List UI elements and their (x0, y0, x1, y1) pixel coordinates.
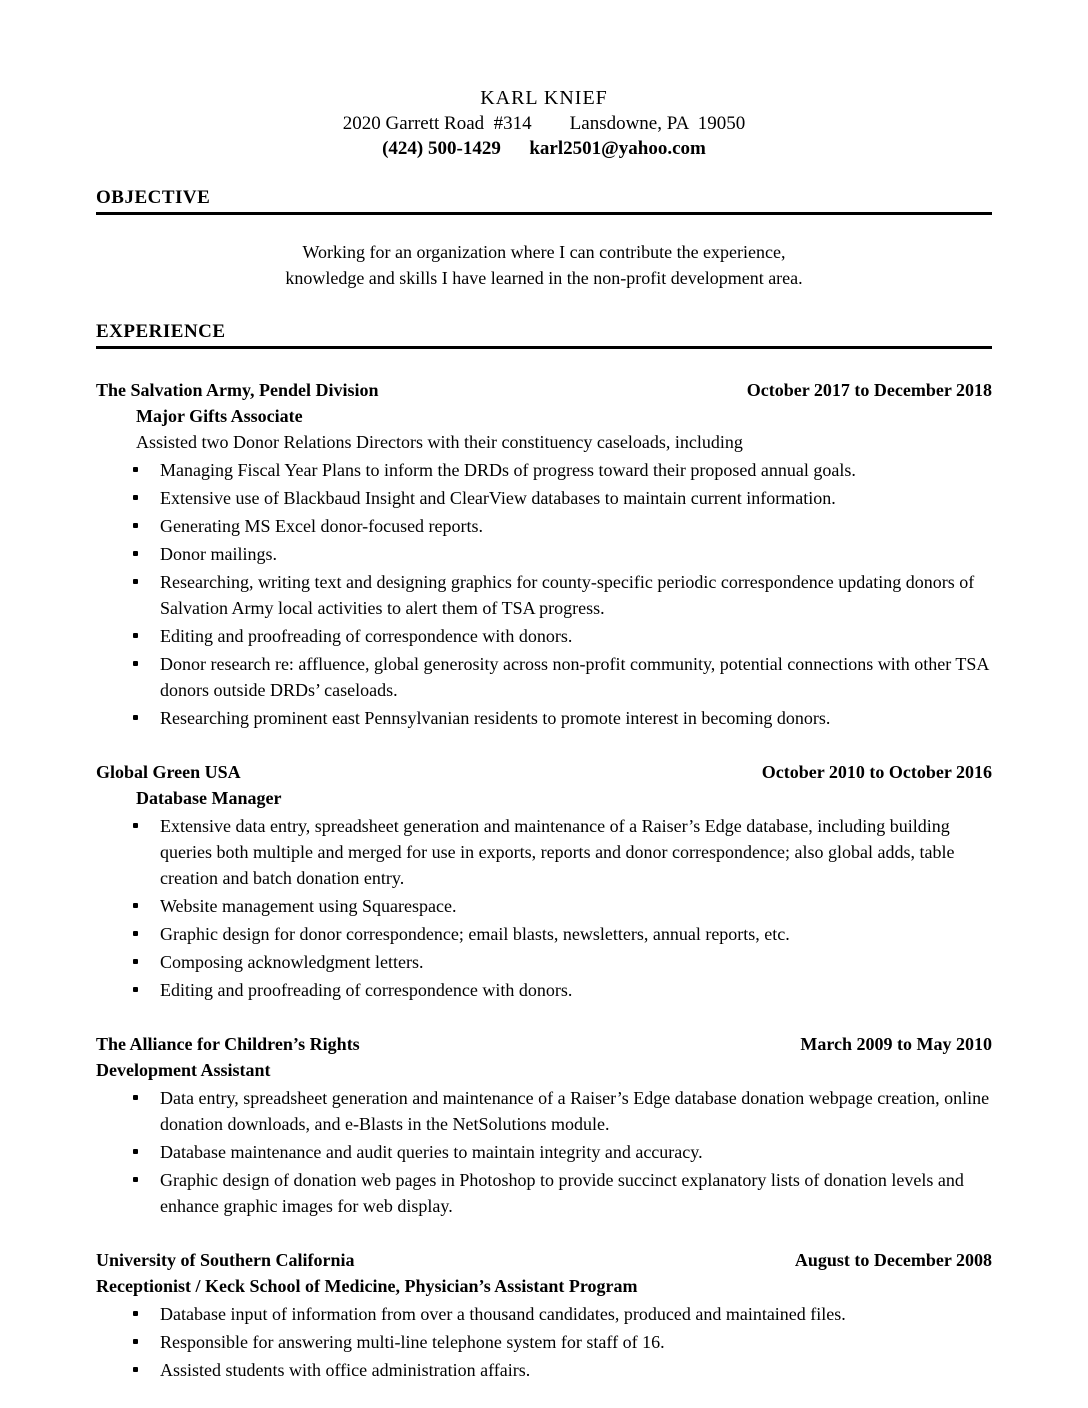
job-header (96, 1247, 992, 1273)
bullet-item: Researching prominent east Pennsylvanian residents to promote interest in becoming donors. (160, 705, 992, 731)
job-bullets (96, 1301, 992, 1383)
bullet-item: Generating MS Excel donor-focused reports. (160, 513, 992, 539)
objective-section (96, 187, 992, 291)
employment-dates: August to December 2008 (794, 1250, 992, 1270)
employment-dates: March 2009 to May 2010 (800, 1034, 992, 1054)
job-bullets (96, 813, 992, 1003)
bullet-item: Donor research re: affluence, global generosity across non-profit community, potential connections with other TSA donors outside DRDs’ caseloads. (160, 651, 992, 703)
bullet-item: Editing and proofreading of correspondence with donors. (160, 623, 992, 649)
bullet-item: Database maintenance and audit queries to maintain integrity and accuracy. (160, 1139, 992, 1165)
bullet-item: Editing and proofreading of correspondence with donors. (160, 977, 992, 1003)
job-title: Database Manager (136, 788, 282, 808)
bullet-item: Responsible for answering multi-line telephone system for staff of 16. (160, 1329, 992, 1355)
bullet-item: Extensive data entry, spreadsheet generation and maintenance of a Raiser’s Edge database, including building queries both multiple and merged for use in exports, reports and donor correspondence; also global adds, table creation and batch donation entry. (160, 813, 992, 891)
objective-text (96, 239, 992, 291)
job-entry-salvation-army (96, 377, 992, 731)
job-intro: Assisted two Donor Relations Directors with their constituency caseloads, including (136, 432, 743, 452)
resume-header (96, 86, 992, 161)
bullet-item: Composing acknowledgment letters. (160, 949, 992, 975)
experience-section (96, 321, 992, 1383)
job-entry-alliance-childrens-rights (96, 1031, 992, 1219)
job-header (96, 1031, 992, 1057)
job-entry-usc (96, 1247, 992, 1383)
experience-heading: EXPERIENCE (96, 321, 992, 349)
bullet-item: Extensive use of Blackbaud Insight and ClearView databases to maintain current information. (160, 485, 992, 511)
bullet-item: Graphic design of donation web pages in Photoshop to provide succinct explanatory lists of donation levels and enhance graphic images for web display. (160, 1167, 992, 1219)
job-entry-global-green (96, 759, 992, 1003)
employer-name: University of Southern California (96, 1250, 355, 1270)
job-header (96, 759, 992, 785)
bullet-item: Researching, writing text and designing graphics for county-specific periodic correspondence updating donors of Salvation Army local activities to alert them of TSA progress. (160, 569, 992, 621)
objective-heading: OBJECTIVE (96, 187, 992, 215)
bullet-item: Donor mailings. (160, 541, 992, 567)
employment-dates: October 2010 to October 2016 (761, 762, 992, 782)
job-header (96, 377, 992, 403)
employer-name: The Alliance for Children’s Rights (96, 1034, 360, 1054)
bullet-item: Website management using Squarespace. (160, 893, 992, 919)
candidate-name: KARL KNIEF (480, 87, 608, 109)
objective-line-2: knowledge and skills I have learned in the non-profit development area. (285, 268, 803, 288)
employer-name: The Salvation Army, Pendel Division (96, 380, 379, 400)
job-bullets (96, 457, 992, 731)
job-title: Development Assistant (96, 1060, 271, 1080)
job-title: Receptionist / Keck School of Medicine, Physician’s Assistant Program (96, 1276, 638, 1296)
bullet-item: Data entry, spreadsheet generation and maintenance of a Raiser’s Edge database donation webpage creation, online donation downloads, and e-Blasts in the NetSolutions module. (160, 1085, 992, 1137)
employer-name: Global Green USA (96, 762, 241, 782)
job-title: Major Gifts Associate (136, 406, 303, 426)
contact-line: (424) 500-1429 karl2501@yahoo.com (382, 138, 706, 159)
bullet-item: Database input of information from over a thousand candidates, produced and maintained files. (160, 1301, 992, 1327)
bullet-item: Managing Fiscal Year Plans to inform the DRDs of progress toward their proposed annual goals. (160, 457, 992, 483)
bullet-item: Assisted students with office administration affairs. (160, 1357, 992, 1383)
employment-dates: October 2017 to December 2018 (746, 380, 992, 400)
bullet-item: Graphic design for donor correspondence; email blasts, newsletters, annual reports, etc. (160, 921, 992, 947)
objective-line-1: Working for an organization where I can contribute the experience, (302, 242, 786, 262)
address-line: 2020 Garrett Road #314 Lansdowne, PA 19050 (342, 113, 746, 134)
job-bullets (96, 1085, 992, 1219)
